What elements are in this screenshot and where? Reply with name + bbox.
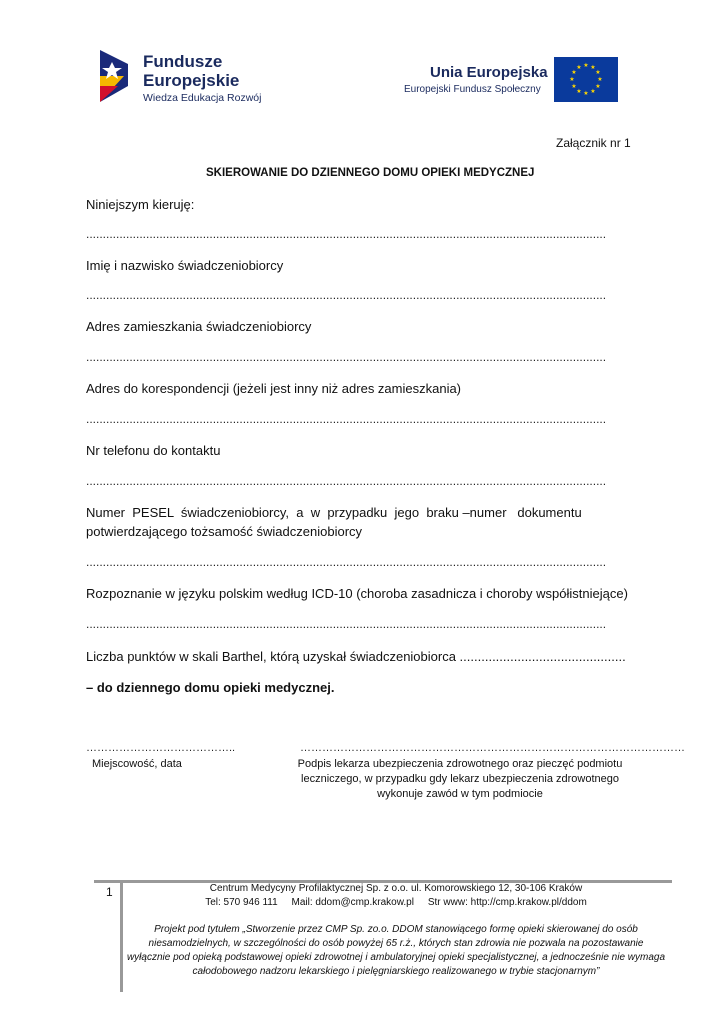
correspondence-dots: ............................................................................................................................................................: [86, 412, 607, 426]
name-dots: ............................................................................................................................................................: [86, 288, 607, 302]
annex-label: Załącznik nr 1: [556, 136, 631, 150]
footer-project-line2: niesamodzielnych, w szczególności do osób powyżej 65 r.ż., których stan zdrowia nie pozwala na pozostawanie: [148, 938, 644, 949]
svg-text:★: ★: [595, 83, 601, 90]
refer-dots: ............................................................................................................................................................: [86, 227, 607, 241]
svg-text:★: ★: [583, 62, 589, 69]
footer-company: Centrum Medycyny Profilaktycznej Sp. z o.o. ul. Komorowskiego 12, 30-106 Kraków: [209, 883, 583, 894]
eu-flag-icon: [554, 57, 618, 102]
fe-logo-line3: Wiedza Edukacja Rozwój: [143, 92, 262, 104]
doctor-signature-line3: wykonuje zawód w tym podmiocie: [377, 788, 543, 800]
svg-text:★: ★: [583, 90, 589, 97]
doctor-signature-line1: Podpis lekarza ubezpieczenia zdrowotnego oraz pieczęć podmiotu: [297, 758, 623, 770]
footer-project-line4: całodobowego nadzoru lekarskiego i pielęgniarskiego realizowanego w trybie stacjonarnym”: [192, 966, 600, 977]
document-title: SKIEROWANIE DO DZIENNEGO DOMU OPIEKI MEDYCZNEJ: [206, 167, 535, 179]
fe-logo-line2: Europejskie: [143, 71, 240, 90]
footer-project-line3: wyłącznie pod opieką podstawowej opieki zdrowotnej i ambulatoryjnej opieki specjalistycznej, a jednocześnie nie wymaga: [126, 952, 666, 963]
svg-text:★: ★: [590, 64, 596, 71]
destination-label: – do dziennego domu opieki medycznej.: [86, 680, 335, 695]
address-label: Adres zamieszkania świadczeniobiorcy: [86, 319, 312, 334]
pesel-dots: ............................................................................................................................................................: [86, 555, 607, 569]
name-label: Imię i nazwisko świadczeniobiorcy: [86, 258, 284, 273]
footer-project-line1: Projekt pod tytułem „Stworzenie przez CMP Sp. zo.o. DDOM stanowiącego formę opieki skierowanej do osób: [154, 924, 638, 935]
pesel-label-line1: Numer PESEL świadczeniobiorcy, a w przypadku jego braku –numer dokumentu: [86, 505, 582, 520]
svg-text:★: ★: [590, 88, 596, 95]
pesel-label-line2: potwierdzającego tożsamość świadczeniobiorcy: [86, 524, 363, 539]
svg-text:★: ★: [595, 69, 601, 76]
ue-logo-line2: Europejski Fundusz Społeczny: [404, 84, 541, 95]
svg-text:★: ★: [571, 83, 577, 90]
place-date-label: Miejscowość, data: [92, 758, 182, 770]
diagnosis-dots: ............................................................................................................................................................: [86, 617, 607, 631]
page-number: 1: [106, 885, 113, 899]
svg-text:★: ★: [571, 69, 577, 76]
diagnosis-label: Rozpoznanie w języku polskim według ICD-10 (choroba zasadnicza i choroby współistniejące): [86, 586, 628, 601]
phone-dots: ............................................................................................................................................................: [86, 474, 607, 488]
svg-text:★: ★: [569, 76, 575, 83]
doctor-signature-line2: leczniczego, w przypadku gdy lekarz ubezpieczenia zdrowotnego: [301, 773, 619, 785]
svg-text:★: ★: [576, 88, 582, 95]
svg-text:★: ★: [576, 64, 582, 71]
footer-contact: Tel: 570 946 111 Mail: ddom@cmp.krakow.pl Str www: http://cmp.krakow.pl/ddom: [205, 897, 587, 908]
doctor-signature-dots: ……………………………………………………………………………………………: [300, 742, 685, 754]
address-dots: ............................................................................................................................................................: [86, 350, 607, 364]
svg-text:★: ★: [597, 76, 603, 83]
ue-logo-line1: Unia Europejska: [430, 64, 548, 81]
fe-logo-line1: Fundusze: [143, 52, 223, 71]
correspondence-label: Adres do korespondencji (jeżeli jest inny niż adres zamieszkania): [86, 381, 462, 396]
barthel-label: Liczba punktów w skali Barthel, którą uzyskał świadczeniobiorca ..............................................: [86, 649, 626, 664]
refer-label: Niniejszym kieruję:: [86, 197, 195, 212]
fundusze-europejskie-logo-icon: [96, 46, 136, 106]
place-date-dots: …………………………………..: [86, 742, 236, 754]
phone-label: Nr telefonu do kontaktu: [86, 443, 221, 458]
